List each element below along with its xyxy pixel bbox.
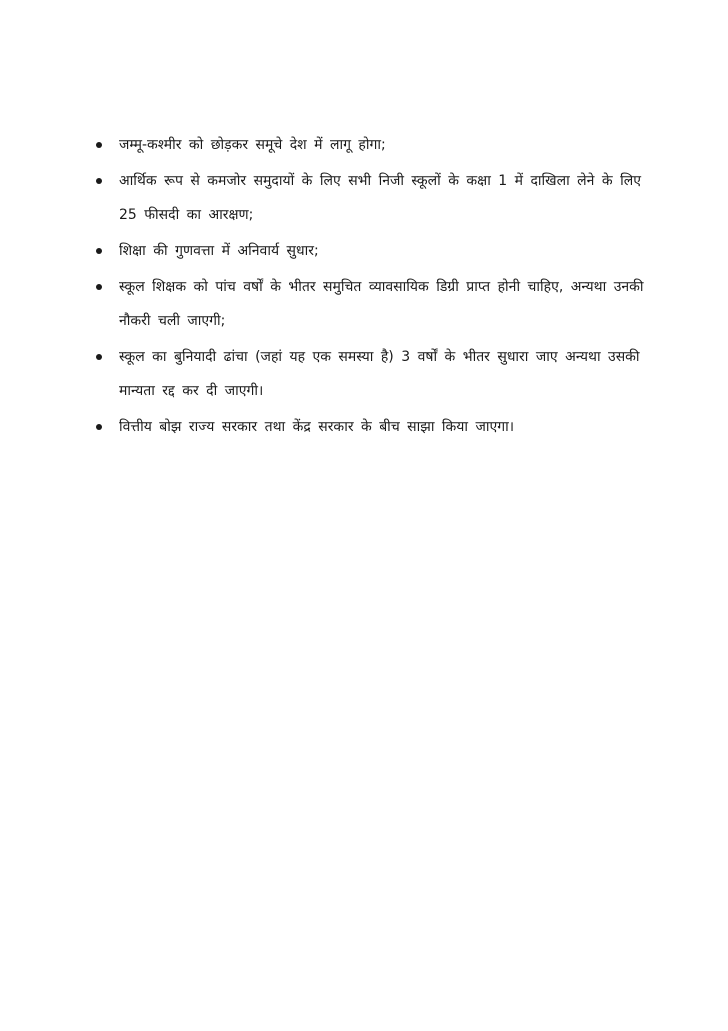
list-item-text: स्कूल शिक्षक को पांच वर्षों के भीतर समुचित व्यावसायिक डिग्री प्राप्त होनी चाहिए, अन्यथा उनकी नौकरी चली जाएगी; [119, 279, 644, 329]
list-item-text: शिक्षा की गुणवत्ता में अनिवार्य सुधार; [119, 243, 319, 259]
list-item [88, 340, 658, 408]
list-item [88, 234, 658, 268]
list-item [88, 164, 658, 232]
list-item [88, 128, 658, 162]
bullet-icon [96, 178, 102, 184]
list-item [88, 410, 658, 444]
list-item [88, 270, 658, 338]
bullet-icon [96, 142, 102, 148]
list-item-text: स्कूल का बुनियादी ढांचा (जहां यह एक समस्या है) 3 वर्षों के भीतर सुधारा जाए अन्यथा उसकी मान्यता रद्द कर दी जाएगी। [119, 349, 640, 399]
list-item-text: जम्मू-कश्मीर को छोड़कर समूचे देश में लागू होगा; [119, 137, 386, 153]
bullet-icon [96, 354, 102, 360]
bullet-list [88, 128, 658, 446]
bullet-icon [96, 284, 102, 290]
list-item-text: आर्थिक रूप से कमजोर समुदायों के लिए सभी निजी स्कूलों के कक्षा 1 में दाखिला लेने के लिए 25 फीसदी का आरक्षण; [119, 173, 641, 223]
bullet-icon [96, 248, 102, 254]
bullet-icon [96, 424, 102, 430]
list-item-text: वित्तीय बोझ राज्य सरकार तथा केंद्र सरकार के बीच साझा किया जाएगा। [119, 419, 515, 435]
